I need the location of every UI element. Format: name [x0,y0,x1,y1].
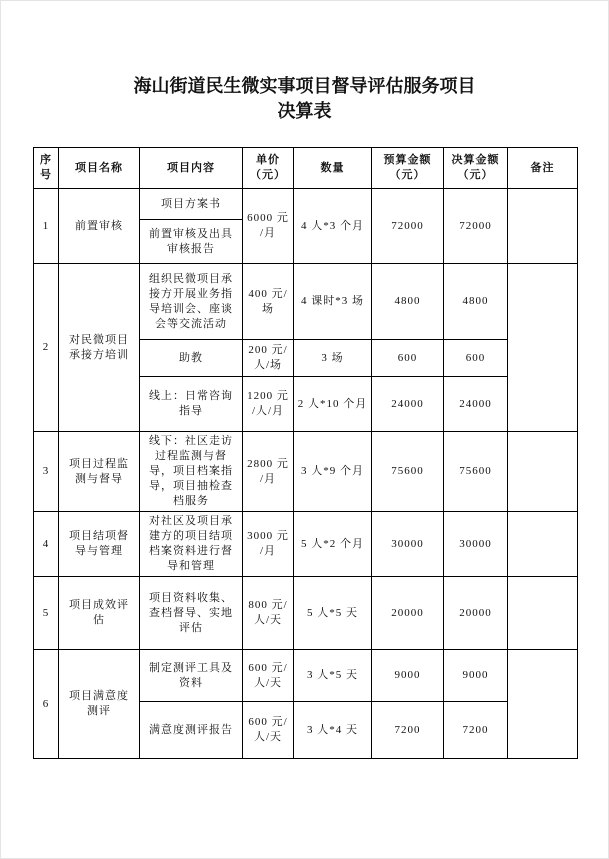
header-label: 单价 [256,154,280,166]
quantity: 4 人*3 个月 [294,189,371,263]
header-quantity [294,148,371,188]
quantity: 2 人*10 个月 [294,377,371,431]
quantity: 5 人*5 天 [294,577,371,649]
header-label: 序号 [40,154,52,181]
project-name: 项目结项督导与管理 [59,512,139,576]
final-amount: 7200 [444,702,507,758]
budget-amount: 4800 [372,264,443,339]
header-budget-amount [372,148,443,188]
project-name: 前置审核 [59,189,139,263]
remark-cell [508,264,577,431]
unit-price: 800 元/人/天 [243,577,293,649]
title-line-1: 海山街道民生微实事项目督导评估服务项目 [133,76,476,96]
project-content: 满意度测评报告 [140,702,242,758]
header-project-content [140,148,242,188]
final-amount: 72000 [444,189,507,263]
remark-cell [508,512,577,576]
unit-price: 3000 元/月 [243,512,293,576]
unit-price: 600 元/人/天 [243,650,293,701]
unit-price: 6000 元/月 [243,189,293,263]
budget-amount: 7200 [372,702,443,758]
header-remark [508,148,577,188]
header-label: 预算金额 [383,154,432,166]
final-amount: 20000 [444,577,507,649]
header-label: 数量 [320,161,345,174]
quantity: 3 人*9 个月 [294,432,371,511]
row-index: 3 [34,432,58,511]
row-index: 2 [34,264,58,431]
project-content: 组织民微项目承接方开展业务指导培训会、座谈会等交流活动 [140,264,242,339]
header-unit: （元） [389,169,426,181]
header-unit: （元） [250,169,286,181]
final-amount: 75600 [444,432,507,511]
row-index: 6 [34,650,58,758]
project-content: 线上：日常咨询指导 [140,377,242,431]
final-accounts-table [33,147,578,759]
header-project-name [59,148,139,188]
row-index: 1 [34,189,58,263]
budget-amount: 24000 [372,377,443,431]
project-name: 项目过程监测与督导 [59,432,139,511]
project-name: 项目成效评估 [59,577,139,649]
remark-cell [508,650,577,758]
quantity: 5 人*2 个月 [294,512,371,576]
header-label: 决算金额 [451,154,500,166]
unit-price: 1200 元/人/月 [243,377,293,431]
project-content: 项目方案书 [140,189,242,219]
unit-price: 400 元/场 [243,264,293,339]
project-content: 制定测评工具及资料 [140,650,242,701]
header-label: 项目内容 [167,161,215,174]
final-amount: 600 [444,340,507,376]
final-amount: 9000 [444,650,507,701]
remark-cell [508,577,577,649]
quantity: 3 人*4 天 [294,702,371,758]
header-index [34,148,58,188]
project-content: 助教 [140,340,242,376]
unit-price: 600 元/人/天 [243,702,293,758]
title-line-2: 决算表 [277,101,332,121]
budget-amount: 30000 [372,512,443,576]
header-label: 备注 [530,161,555,174]
project-name: 项目满意度测评 [59,650,139,758]
quantity: 3 人*5 天 [294,650,371,701]
unit-price: 200 元/人/场 [243,340,293,376]
quantity: 3 场 [294,340,371,376]
project-content: 前置审核及出具审核报告 [140,220,242,263]
budget-amount: 9000 [372,650,443,701]
project-content: 对社区及项目承建方的项目结项档案资料进行督导和管理 [140,512,242,576]
unit-price: 2800 元/月 [243,432,293,511]
budget-amount: 72000 [372,189,443,263]
final-amount: 30000 [444,512,507,576]
budget-amount: 600 [372,340,443,376]
header-unit-price [243,148,293,188]
budget-amount: 20000 [372,577,443,649]
row-index: 5 [34,577,58,649]
remark-cell [508,189,577,263]
header-final-amount [444,148,507,188]
row-index: 4 [34,512,58,576]
document-title [1,74,608,124]
final-amount: 24000 [444,377,507,431]
remark-cell [508,432,577,511]
project-content: 项目资料收集、查档督导、实地评估 [140,577,242,649]
budget-amount: 75600 [372,432,443,511]
quantity: 4 课时*3 场 [294,264,371,339]
header-label: 项目名称 [75,161,123,174]
header-unit: （元） [457,169,494,181]
project-content: 线下：社区走访过程监测与督导，项目档案指导，项目抽检查档服务 [140,432,242,511]
final-amount: 4800 [444,264,507,339]
project-name: 对民微项目承接方培训 [59,264,139,431]
